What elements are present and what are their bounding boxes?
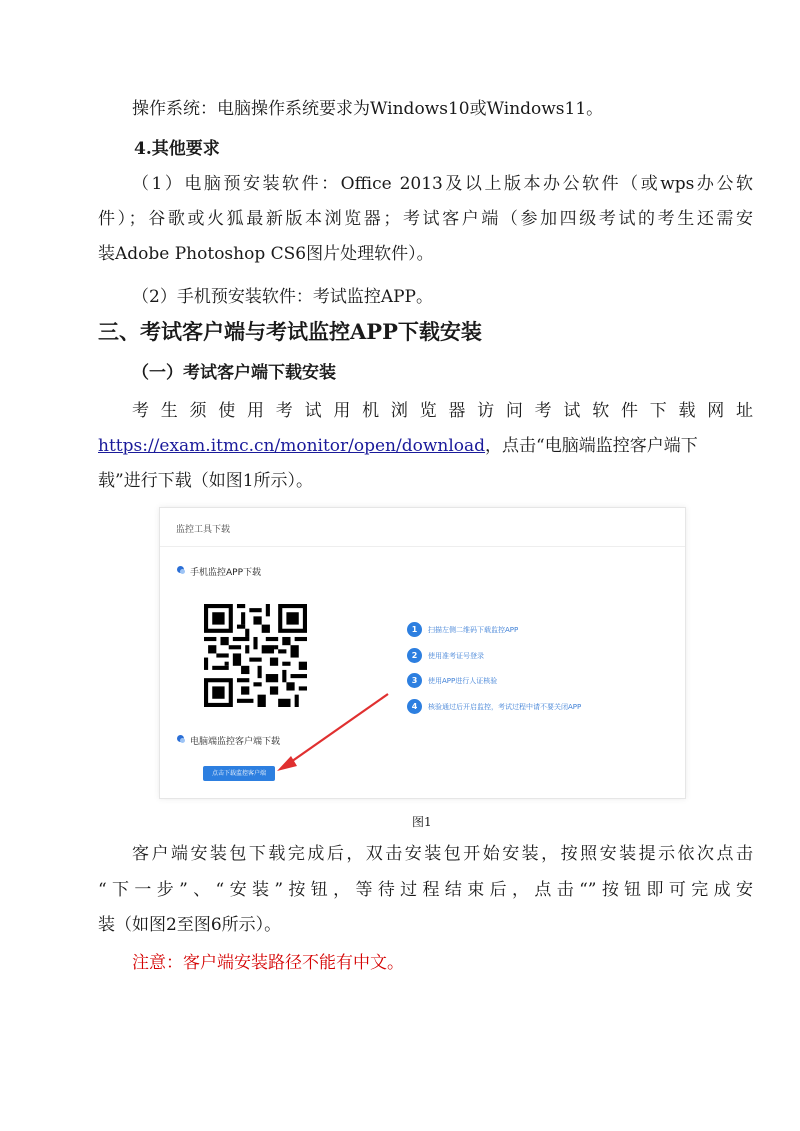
download-url-link[interactable]: https://exam.itmc.cn/monitor/open/download	[98, 436, 486, 456]
other-requirements-heading	[98, 137, 753, 161]
download-line-2-rest: ，点击“电脑端监控客户端下	[485, 436, 698, 456]
install-line-1: 客户端安装包下载完成后，双击安装包开始安装，按照安装提示依次点击	[132, 844, 753, 864]
install-line-2: “下一步”、“安装”按钮，等待过程结束后，点击“”按钮即可完成安	[98, 880, 753, 900]
phone-software-text: （2）手机预安装软件：考试监控APP。	[132, 287, 433, 307]
figure-caption: 图1	[412, 815, 432, 829]
section-3-title: 三、考试客户端与考试监控APP下载安装	[98, 319, 482, 344]
figure-header-title: 监控工具下载	[176, 525, 231, 535]
download-line-2	[98, 434, 753, 458]
step-text: 使用准考证号登录	[428, 652, 484, 660]
subsection-1-title	[98, 361, 753, 385]
pc-section-icon	[177, 735, 184, 742]
step-text: 使用APP进行人证核验	[428, 677, 498, 685]
qr-code-icon	[204, 604, 307, 707]
step-number-badge: 2	[407, 648, 422, 663]
install-note	[98, 951, 753, 975]
heading-text: 4.其他要求	[134, 139, 220, 159]
step-text: 扫描左侧二维码下载监控APP	[428, 626, 519, 634]
app-section-icon	[177, 566, 184, 573]
pc-software-line-1: （1）电脑预安装软件：Office 2013及以上版本办公软件（或wps办公软	[132, 174, 753, 194]
monitor-tool-download-figure	[159, 507, 686, 799]
subsection-title-text: （一）考试客户端下载安装	[132, 363, 336, 383]
phone-software	[98, 285, 753, 309]
pc-software-line-3: 装Adobe Photoshop CS6图片处理软件）。	[98, 244, 434, 264]
os-requirement	[98, 97, 753, 121]
step-number-badge: 3	[407, 673, 422, 688]
os-requirement-text: 操作系统：电脑操作系统要求为Windows10或Windows11。	[132, 99, 604, 119]
download-client-button[interactable]: 点击下载监控客户端	[203, 766, 275, 781]
install-line-3: 装（如图2至图6所示）。	[98, 915, 282, 935]
step-number-badge: 1	[407, 622, 422, 637]
download-line-1: 考生须使用考试用机浏览器访问考试软件下载网址	[132, 401, 753, 421]
app-section-title: 手机监控APP下载	[190, 568, 262, 578]
pc-section-title: 电脑端监控客户端下载	[190, 737, 281, 747]
note-text: 注意：客户端安装路径不能有中文。	[132, 953, 404, 973]
figure-header	[160, 508, 685, 547]
download-line-3: 载”进行下载（如图1所示）。	[98, 471, 314, 491]
step-number-badge: 4	[407, 699, 422, 714]
pc-software-line-2: 件）；谷歌或火狐最新版本浏览器；考试客户端（参加四级考试的考生还需安	[98, 209, 753, 229]
step-text: 核验通过后开启监控，考试过程中请不要关闭APP	[428, 703, 582, 711]
